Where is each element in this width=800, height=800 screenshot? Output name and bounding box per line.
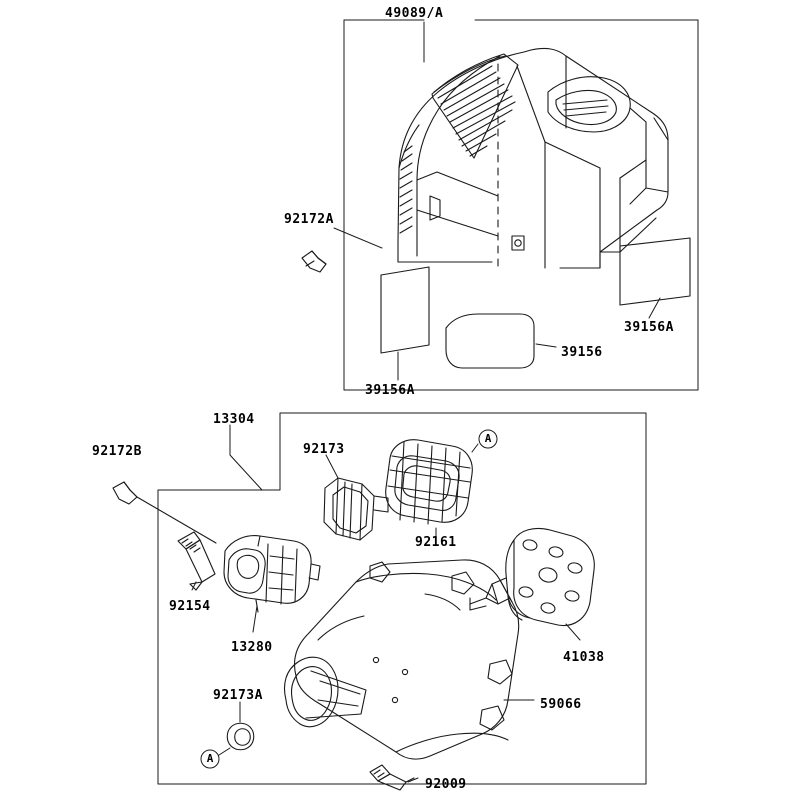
callout-a-top-label: A xyxy=(484,432,492,445)
label-92009: 92009 xyxy=(425,777,467,792)
label-92161: 92161 xyxy=(415,535,457,550)
label-13280: 13280 xyxy=(231,640,273,655)
callout-a-bottom-label: A xyxy=(206,752,214,765)
label-59066: 59066 xyxy=(540,697,582,712)
label-39156: 39156 xyxy=(561,345,603,360)
bolt-92172B xyxy=(113,482,216,543)
label-92154: 92154 xyxy=(169,599,211,614)
pad-39156 xyxy=(446,314,534,368)
label-92173A: 92173A xyxy=(213,688,263,703)
label-49089A: 49089/A xyxy=(385,6,444,21)
label-41038: 41038 xyxy=(563,650,605,665)
washer-92173A xyxy=(227,723,254,750)
label-92172B: 92172B xyxy=(92,444,142,459)
leader-41038 xyxy=(566,624,580,640)
gasket-39156A-right xyxy=(620,238,690,305)
flywheel-41038 xyxy=(470,528,594,625)
gasket-39156A-left xyxy=(381,267,429,353)
damper-92161 xyxy=(386,440,473,524)
bolt-92172A xyxy=(302,251,326,272)
engine-cover-49089 xyxy=(398,48,668,268)
leader-13280 xyxy=(253,606,257,632)
clip-92173 xyxy=(324,478,388,540)
leader-lines-upper xyxy=(334,228,660,380)
screw-92009 xyxy=(370,765,414,790)
screw-92154 xyxy=(178,532,215,590)
label-13304: 13304 xyxy=(213,412,255,427)
leader-13304 xyxy=(230,425,262,490)
label-92172A: 92172A xyxy=(284,212,334,227)
label-39156A-right: 39156A xyxy=(624,320,674,335)
group-box-lower xyxy=(158,413,646,784)
label-92173: 92173 xyxy=(303,442,345,457)
label-39156A-left: 39156A xyxy=(365,383,415,398)
leader-92173 xyxy=(326,455,338,478)
housing-59066 xyxy=(285,560,519,759)
pulley-13280 xyxy=(224,536,320,612)
